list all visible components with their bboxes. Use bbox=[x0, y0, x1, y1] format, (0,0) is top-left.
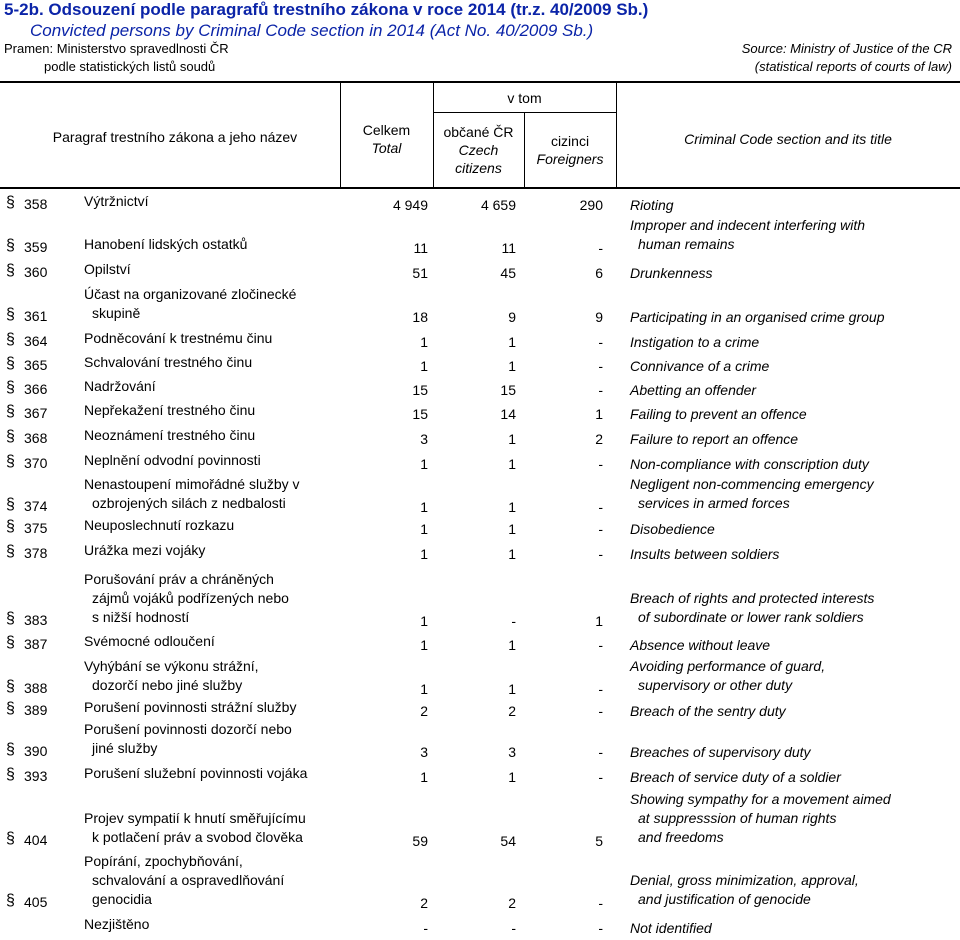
total-count: 15 bbox=[412, 382, 428, 398]
czech-count: 1 bbox=[508, 431, 516, 447]
section-symbol: § bbox=[6, 892, 15, 909]
section-num: 359 bbox=[24, 239, 48, 255]
section-num: 360 bbox=[24, 264, 48, 280]
section-name-cz: Nepřekažení trestného činu bbox=[84, 402, 256, 418]
foreign-count: - bbox=[598, 703, 603, 719]
section-symbol: § bbox=[6, 766, 15, 783]
col-header-section-en: Criminal Code section and its title bbox=[684, 131, 892, 147]
czech-count: 1 bbox=[508, 358, 516, 374]
section-name-cz: Porušení povinnosti dozorčí nebo bbox=[84, 721, 292, 737]
col-header-foreign-en: Foreigners bbox=[536, 151, 604, 167]
section-name-cz: Nezjištěno bbox=[84, 916, 150, 932]
section-name-cz: Porušení povinnosti strážní služby bbox=[84, 699, 297, 715]
col-header-czech-en2: citizens bbox=[455, 160, 502, 176]
section-name-en: Breaches of supervisory duty bbox=[630, 744, 811, 760]
czech-count: 4 659 bbox=[480, 197, 516, 213]
foreign-count: - bbox=[598, 744, 603, 760]
section-name-cz: ozbrojených silách z nedbalosti bbox=[92, 495, 286, 511]
foreign-count: 1 bbox=[595, 406, 603, 422]
section-name-en: Avoiding performance of guard, bbox=[630, 658, 826, 674]
col-header-of-which: v tom bbox=[507, 90, 542, 106]
foreign-count: - bbox=[598, 895, 603, 911]
section-name-cz: Popírání, zpochybňování, bbox=[84, 853, 243, 869]
section-num: 387 bbox=[24, 636, 48, 652]
total-count: 1 bbox=[420, 499, 428, 515]
section-symbol: § bbox=[6, 379, 15, 396]
section-symbol: § bbox=[6, 237, 15, 254]
foreign-count: - bbox=[598, 240, 603, 256]
section-symbol: § bbox=[6, 830, 15, 847]
czech-count: 1 bbox=[508, 456, 516, 472]
section-name-cz: Urážka mezi vojáky bbox=[84, 542, 206, 558]
section-symbol: § bbox=[6, 331, 15, 348]
section-symbol: § bbox=[6, 496, 15, 513]
section-num: 375 bbox=[24, 520, 48, 536]
source-en-line2: (statistical reports of courts of law) bbox=[754, 59, 952, 74]
czech-count: 2 bbox=[508, 703, 516, 719]
col-header-czech-cz: občané ČR bbox=[443, 124, 514, 140]
section-name-cz: Výtržnictví bbox=[84, 193, 149, 209]
section-name-en: Connivance of a crime bbox=[630, 358, 770, 374]
czech-count: 1 bbox=[508, 499, 516, 515]
source-cz-line2: podle statistických listů soudů bbox=[44, 59, 216, 74]
section-symbol: § bbox=[6, 453, 15, 470]
section-num: 361 bbox=[24, 308, 48, 324]
section-num: 367 bbox=[24, 405, 48, 421]
total-count: 51 bbox=[412, 265, 428, 281]
section-symbol: § bbox=[6, 678, 15, 695]
col-header-section-cz: Paragraf trestního zákona a jeho název bbox=[52, 129, 298, 145]
section-num: 358 bbox=[24, 196, 48, 212]
total-count: 15 bbox=[412, 406, 428, 422]
section-name-en: Showing sympathy for a movement aimed bbox=[630, 791, 891, 807]
section-name-en: Negligent non-commencing emergency bbox=[630, 476, 874, 492]
czech-count: 9 bbox=[508, 309, 516, 325]
section-name-cz: Vyhýbání se výkonu strážní, bbox=[84, 658, 259, 674]
foreign-count: - bbox=[598, 920, 603, 936]
section-symbol: § bbox=[6, 700, 15, 717]
total-count: - bbox=[423, 920, 428, 936]
foreign-count: - bbox=[598, 456, 603, 472]
total-count: 1 bbox=[420, 546, 428, 562]
col-header-foreign-cz: cizinci bbox=[550, 133, 590, 149]
foreign-count: 2 bbox=[595, 431, 603, 447]
section-num: 393 bbox=[24, 768, 48, 784]
section-name-en: Failing to prevent an offence bbox=[630, 406, 807, 422]
section-symbol: § bbox=[6, 610, 15, 627]
col-header-total-cz: Celkem bbox=[362, 122, 411, 138]
section-name-en: and freedoms bbox=[638, 829, 724, 845]
total-count: 1 bbox=[420, 613, 428, 629]
section-symbol: § bbox=[6, 306, 15, 323]
total-count: 1 bbox=[420, 637, 428, 653]
foreign-count: - bbox=[598, 546, 603, 562]
total-count: 3 bbox=[420, 431, 428, 447]
col-header-czech bbox=[433, 123, 524, 177]
section-name-en: Not identified bbox=[630, 920, 712, 936]
col-header-total-en: Total bbox=[371, 140, 402, 156]
section-name-cz: Podněcování k trestnému činu bbox=[84, 330, 273, 346]
foreign-count: - bbox=[598, 382, 603, 398]
czech-count: 1 bbox=[508, 637, 516, 653]
czech-count: 1 bbox=[508, 521, 516, 537]
section-name-cz: schvalování a ospravedlňování bbox=[92, 872, 285, 888]
section-name-en: and justification of genocide bbox=[638, 891, 811, 907]
total-count: 2 bbox=[420, 703, 428, 719]
section-name-en: Failure to report an offence bbox=[630, 431, 799, 447]
section-name-cz: k potlačení práv a svobod člověka bbox=[92, 829, 303, 845]
czech-count: 1 bbox=[508, 546, 516, 562]
section-name-en: supervisory or other duty bbox=[638, 677, 793, 693]
section-num: 389 bbox=[24, 702, 48, 718]
section-name-cz: zájmů vojáků podřízených nebo bbox=[92, 590, 289, 606]
section-symbol: § bbox=[6, 518, 15, 535]
total-count: 11 bbox=[413, 240, 428, 256]
section-symbol: § bbox=[6, 194, 15, 211]
section-num: 370 bbox=[24, 455, 48, 471]
czech-count: - bbox=[511, 613, 516, 629]
section-num: 364 bbox=[24, 333, 48, 349]
foreign-count: - bbox=[598, 637, 603, 653]
section-num: 365 bbox=[24, 357, 48, 373]
foreign-count: - bbox=[598, 499, 603, 515]
section-symbol: § bbox=[6, 262, 15, 279]
section-name-en: Insults between soldiers bbox=[630, 546, 780, 562]
col-header-foreign bbox=[524, 132, 616, 168]
section-name-en: Absence without leave bbox=[630, 637, 771, 653]
section-name-en: Breach of the sentry duty bbox=[630, 703, 786, 719]
section-name-cz: Projev sympatií k hnutí směřujícímu bbox=[84, 810, 306, 826]
section-num: 366 bbox=[24, 381, 48, 397]
section-num: 390 bbox=[24, 743, 48, 759]
section-name-en: human remains bbox=[638, 236, 735, 252]
foreign-count: 1 bbox=[595, 613, 603, 629]
section-name-en: Instigation to a crime bbox=[630, 334, 760, 350]
section-name-cz: s nižší hodností bbox=[92, 609, 190, 625]
total-count: 2 bbox=[420, 895, 428, 911]
section-name-cz: dozorčí nebo jiné služby bbox=[92, 677, 243, 693]
section-symbol: § bbox=[6, 634, 15, 651]
czech-count: 1 bbox=[508, 681, 516, 697]
section-num: 388 bbox=[24, 680, 48, 696]
section-name-cz: Svémocné odloučení bbox=[84, 633, 215, 649]
total-count: 1 bbox=[420, 456, 428, 472]
foreign-count: 290 bbox=[579, 197, 603, 213]
section-num: 368 bbox=[24, 430, 48, 446]
source-en-line1: Source: Ministry of Justice of the CR bbox=[741, 41, 952, 56]
section-name-cz: Nadržování bbox=[84, 378, 156, 394]
section-name-en: Denial, gross minimization, approval, bbox=[630, 872, 859, 888]
section-num: 405 bbox=[24, 894, 48, 910]
section-num: 378 bbox=[24, 545, 48, 561]
header-top-rule bbox=[0, 81, 960, 83]
foreign-count: 9 bbox=[595, 309, 603, 325]
section-name-en: Breach of service duty of a soldier bbox=[630, 769, 841, 785]
czech-count: 14 bbox=[500, 406, 516, 422]
foreign-count: - bbox=[598, 769, 603, 785]
section-name-cz: Účast na organizované zločinecké bbox=[84, 286, 297, 302]
section-name-cz: Porušování práv a chráněných bbox=[84, 571, 274, 587]
section-name-en: Disobedience bbox=[630, 521, 715, 537]
czech-count: 3 bbox=[508, 744, 516, 760]
total-count: 1 bbox=[420, 334, 428, 350]
total-count: 1 bbox=[420, 681, 428, 697]
table-title: 5-2b. Odsouzení podle paragrafů trestního zákona v roce 2014 (tr.z. 40/2009 Sb.) bbox=[4, 0, 649, 19]
section-name-cz: Nenastoupení mimořádné služby v bbox=[84, 476, 300, 492]
czech-count: 15 bbox=[500, 382, 516, 398]
source-cz-line1: Pramen: Ministerstvo spravedlnosti ČR bbox=[4, 41, 229, 56]
header-bottom-rule bbox=[0, 187, 960, 189]
czech-count: 11 bbox=[501, 240, 516, 256]
section-symbol: § bbox=[6, 403, 15, 420]
czech-count: 1 bbox=[508, 769, 516, 785]
czech-count: 1 bbox=[508, 334, 516, 350]
section-symbol: § bbox=[6, 741, 15, 758]
section-symbol: § bbox=[6, 428, 15, 445]
section-symbol: § bbox=[6, 355, 15, 372]
section-name-cz: Schvalování trestného činu bbox=[84, 354, 253, 370]
section-name-en: Rioting bbox=[630, 197, 674, 213]
section-name-cz: skupině bbox=[92, 305, 141, 321]
section-name-cz: jiné služby bbox=[92, 740, 158, 756]
foreign-count: - bbox=[598, 358, 603, 374]
section-name-cz: Neoznámení trestného činu bbox=[84, 427, 256, 443]
section-name-en: Drunkenness bbox=[630, 265, 713, 281]
col-header-total bbox=[340, 121, 433, 157]
section-num: 374 bbox=[24, 498, 48, 514]
section-name-cz: Opilství bbox=[84, 261, 131, 277]
section-name-cz: Porušení služební povinnosti vojáka bbox=[84, 765, 308, 781]
foreign-count: 6 bbox=[595, 265, 603, 281]
foreign-count: 5 bbox=[595, 833, 603, 849]
col-header-czech-en1: Czech bbox=[458, 142, 499, 158]
section-name-cz: Neplnění odvodní povinnosti bbox=[84, 452, 261, 468]
section-num: 383 bbox=[24, 612, 48, 628]
section-name-en: at suppresssion of human rights bbox=[638, 810, 837, 826]
section-name-cz: genocidia bbox=[92, 891, 152, 907]
total-count: 18 bbox=[412, 309, 428, 325]
section-name-en: Abetting an offender bbox=[630, 382, 757, 398]
section-name-en: Improper and indecent interfering with bbox=[630, 217, 866, 233]
czech-count: 2 bbox=[508, 895, 516, 911]
czech-count: 45 bbox=[500, 265, 516, 281]
section-name-cz: Hanobení lidských ostatků bbox=[84, 236, 248, 252]
czech-count: 54 bbox=[500, 833, 516, 849]
section-num: 404 bbox=[24, 832, 48, 848]
section-name-cz: Neuposlechnutí rozkazu bbox=[84, 517, 235, 533]
section-name-en: of subordinate or lower rank soldiers bbox=[638, 609, 864, 625]
total-count: 1 bbox=[420, 521, 428, 537]
total-count: 59 bbox=[412, 833, 428, 849]
section-name-en: Non-compliance with conscription duty bbox=[630, 456, 869, 472]
czech-count: - bbox=[511, 920, 516, 936]
foreign-count: - bbox=[598, 334, 603, 350]
total-count: 4 949 bbox=[392, 197, 428, 213]
total-count: 1 bbox=[420, 358, 428, 374]
foreign-count: - bbox=[598, 681, 603, 697]
foreign-count: - bbox=[598, 521, 603, 537]
section-name-en: Breach of rights and protected interests bbox=[630, 590, 875, 606]
total-count: 3 bbox=[420, 744, 428, 760]
total-count: 1 bbox=[420, 769, 428, 785]
section-name-en: Participating in an organised crime group bbox=[630, 309, 885, 325]
table-subtitle: Convicted persons by Criminal Code section in 2014 (Act No. 40/2009 Sb.) bbox=[30, 21, 594, 40]
section-name-en: services in armed forces bbox=[638, 495, 790, 511]
section-symbol: § bbox=[6, 543, 15, 560]
